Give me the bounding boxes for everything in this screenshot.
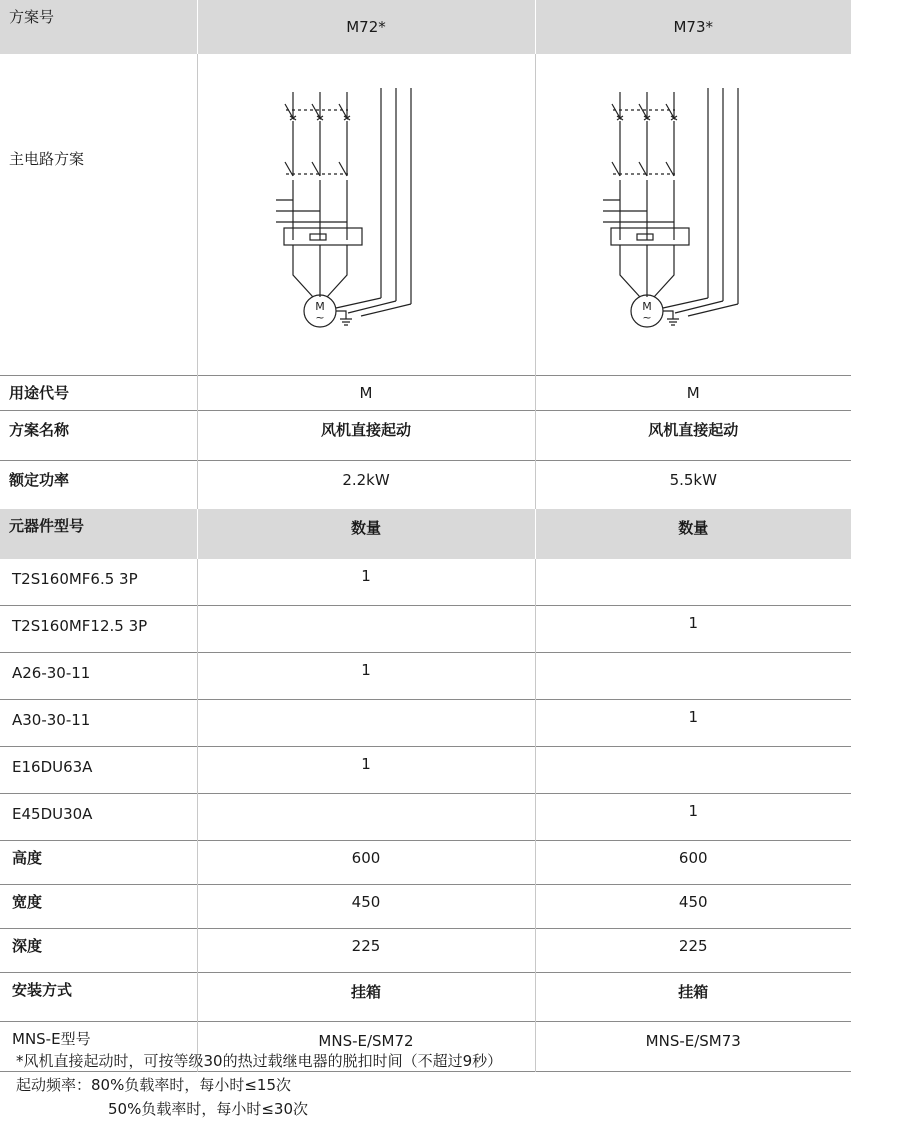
components-header-row: [0, 509, 851, 559]
component-qty: 1: [535, 794, 851, 841]
row-value: 风机直接起动: [535, 410, 851, 460]
row-value: 450: [535, 885, 851, 929]
circuit-diagram-svg: [603, 88, 783, 333]
scheme-m73: M73*: [535, 0, 851, 54]
circuit-diagram-m72: [197, 54, 535, 375]
component-qty: [535, 653, 851, 700]
footnote: 50%负载率时，每小时≤30次: [108, 1100, 308, 1118]
circuit-row: [0, 54, 851, 375]
row-value: 225: [197, 929, 535, 973]
row-value: 600: [197, 841, 535, 885]
height-row: [0, 841, 851, 885]
footnote: 起动频率：80%负载率时，每小时≤15次: [16, 1076, 291, 1094]
row-value: MNS-E/SM73: [535, 1022, 851, 1072]
row-value: MNS-E/SM72: [197, 1022, 535, 1072]
component-qty: 1: [197, 747, 535, 794]
row-label: 高度: [12, 849, 43, 867]
component-model: T2S160MF6.5 3P: [12, 570, 138, 588]
row-label: 方案名称: [9, 420, 70, 439]
header-row: [0, 0, 851, 54]
svg-text:~: ~: [642, 311, 652, 324]
component-qty: [535, 747, 851, 794]
component-row: [0, 747, 851, 794]
scheme-m72: M72*: [197, 0, 535, 54]
row-label: 深度: [12, 937, 43, 955]
scheme-name-row: [0, 410, 851, 460]
svg-text:M: M: [642, 300, 652, 313]
header-label: 方案号: [0, 0, 197, 54]
component-model: A30-30-11: [12, 711, 91, 729]
quantity-header: 数量: [197, 509, 535, 559]
usage-code-row: [0, 375, 851, 410]
row-value: 2.2kW: [197, 460, 535, 509]
circuit-label: 主电路方案: [9, 150, 85, 168]
row-value: 600: [535, 841, 851, 885]
row-value: 450: [197, 885, 535, 929]
footnote: *风机直接起动时，可按等级30的热过载继电器的脱扣时间（不超过9秒）: [16, 1052, 503, 1070]
component-row: [0, 794, 851, 841]
width-row: [0, 885, 851, 929]
component-qty: 1: [535, 700, 851, 747]
row-value: 5.5kW: [535, 460, 851, 509]
row-label: MNS-E型号: [12, 1030, 91, 1048]
component-qty: [535, 559, 851, 606]
component-row: [0, 606, 851, 653]
component-qty: 1: [197, 653, 535, 700]
row-value: M: [535, 375, 851, 410]
component-model: E45DU30A: [12, 805, 93, 823]
component-qty: 1: [197, 559, 535, 606]
component-row: [0, 653, 851, 700]
row-label: 额定功率: [9, 470, 70, 489]
component-qty: [197, 700, 535, 747]
mounting-row: [0, 973, 851, 1022]
circuit-diagram-m73: [535, 54, 851, 375]
component-model: T2S160MF12.5 3P: [12, 617, 148, 635]
circuit-diagram-svg: [276, 88, 456, 333]
svg-text:~: ~: [315, 311, 325, 324]
component-row: [0, 559, 851, 606]
row-value: 225: [535, 929, 851, 973]
component-qty: 1: [535, 606, 851, 653]
row-value: 风机直接起动: [197, 410, 535, 460]
footnotes: [16, 1049, 502, 1121]
row-value: 挂箱: [535, 973, 851, 1022]
row-value: M: [197, 375, 535, 410]
svg-text:M: M: [315, 300, 325, 313]
row-label: 宽度: [12, 893, 43, 911]
rated-power-row: [0, 460, 851, 509]
component-model: E16DU63A: [12, 758, 93, 776]
depth-row: [0, 929, 851, 973]
row-value: 挂箱: [197, 973, 535, 1022]
component-model: A26-30-11: [12, 664, 91, 682]
row-label: 安装方式: [12, 981, 73, 999]
component-qty: [197, 794, 535, 841]
components-header-label: 元器件型号: [0, 509, 197, 559]
row-label: 用途代号: [9, 383, 70, 402]
component-qty: [197, 606, 535, 653]
component-row: [0, 700, 851, 747]
quantity-header: 数量: [535, 509, 851, 559]
